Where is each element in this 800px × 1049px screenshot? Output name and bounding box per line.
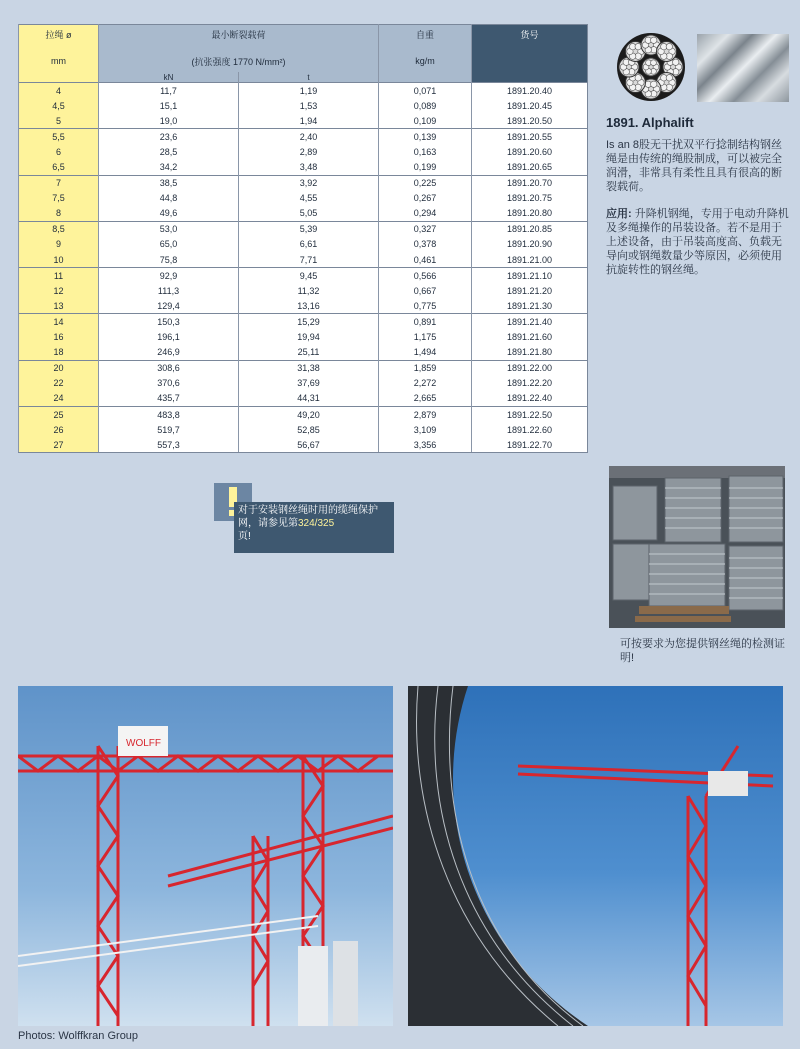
- tower-cranes-photo: [18, 686, 393, 1026]
- table-row: [19, 129, 588, 145]
- rope-diameter-cell: 22: [19, 376, 99, 391]
- tensile-strength-note: (抗张强度 1770 N/mm²): [99, 50, 379, 72]
- weight-cell: 0,294: [379, 206, 472, 222]
- breaking-load-t-cell: 2,89: [239, 144, 379, 159]
- weight-cell: 0,109: [379, 113, 472, 129]
- breaking-load-t-cell: 13,16: [239, 298, 379, 314]
- weight-cell: 0,225: [379, 175, 472, 191]
- table-row: [19, 437, 588, 453]
- breaking-load-t-cell: 5,39: [239, 221, 379, 237]
- part-number-cell: 1891.22.60: [472, 422, 588, 437]
- breaking-load-t-cell: 1,19: [239, 83, 379, 99]
- breaking-load-t-cell: 44,31: [239, 391, 379, 407]
- notice-text: 对于安装钢丝绳时用的缆绳保护网，请参见第: [238, 505, 378, 529]
- table-row: [19, 330, 588, 345]
- breaking-load-kn-cell: 370,6: [99, 376, 239, 391]
- table-row: [19, 298, 588, 314]
- table-row: [19, 83, 588, 99]
- part-number-cell: 1891.22.70: [472, 437, 588, 453]
- breaking-load-t-cell: 25,11: [239, 345, 379, 361]
- rope-diameter-cell: 4: [19, 83, 99, 99]
- breaking-load-kn-cell: 49,6: [99, 206, 239, 222]
- part-number-header: 货号: [472, 25, 588, 83]
- rope-diameter-cell: 10: [19, 252, 99, 268]
- part-number-cell: 1891.20.85: [472, 221, 588, 237]
- part-number-cell: 1891.20.80: [472, 206, 588, 222]
- breaking-load-t-cell: 31,38: [239, 360, 379, 376]
- weight-cell: 3,356: [379, 437, 472, 453]
- breaking-load-t-cell: 49,20: [239, 406, 379, 422]
- breaking-load-kn-cell: 483,8: [99, 406, 239, 422]
- table-row: [19, 360, 588, 376]
- product-application: [606, 207, 790, 277]
- breaking-load-kn-cell: 65,0: [99, 237, 239, 252]
- breaking-load-kn-cell: 75,8: [99, 252, 239, 268]
- weight-cell: 0,139: [379, 129, 472, 145]
- part-number-cell: 1891.22.50: [472, 406, 588, 422]
- rope-diameter-cell: 14: [19, 314, 99, 330]
- table-row: [19, 391, 588, 407]
- photo-credit: Photos: Wolffkran Group: [18, 1030, 139, 1042]
- weight-unit: kg/m: [379, 50, 472, 72]
- weight-spacer: [379, 72, 472, 83]
- table-row: [19, 237, 588, 252]
- weight-cell: 0,461: [379, 252, 472, 268]
- table-row: [19, 314, 588, 330]
- breaking-load-t-cell: 5,05: [239, 206, 379, 222]
- breaking-load-t-cell: 9,45: [239, 268, 379, 284]
- certificate-note: 可按要求为您提供钢丝绳的检测证明!: [620, 638, 785, 664]
- weight-cell: 3,109: [379, 422, 472, 437]
- weight-cell: 0,891: [379, 314, 472, 330]
- part-number-cell: 1891.21.30: [472, 298, 588, 314]
- breaking-load-t-cell: 56,67: [239, 437, 379, 453]
- table-row: [19, 252, 588, 268]
- weight-cell: 1,859: [379, 360, 472, 376]
- rope-diameter-cell: 24: [19, 391, 99, 407]
- product-description: Is an 8股无干扰双平行捻制结构钢丝绳是由传统的绳股制成，可以被完全润滑，非常具有柔性且具有很高的断裂载荷。: [606, 139, 783, 193]
- protection-net-notice: [214, 483, 394, 553]
- table-row: [19, 98, 588, 113]
- table-row: [19, 283, 588, 298]
- breaking-load-kn-cell: 44,8: [99, 191, 239, 206]
- breaking-load-kn-cell: 11,7: [99, 83, 239, 99]
- breaking-load-kn-cell: 92,9: [99, 268, 239, 284]
- breaking-load-kn-cell: 53,0: [99, 221, 239, 237]
- rope-diameter-cell: 13: [19, 298, 99, 314]
- part-number-cell: 1891.22.40: [472, 391, 588, 407]
- application-label: 应用:: [606, 208, 632, 220]
- breaking-load-header: 最小断裂载荷: [99, 25, 379, 51]
- breaking-load-kn-cell: 308,6: [99, 360, 239, 376]
- weight-cell: 0,667: [379, 283, 472, 298]
- table-row: [19, 191, 588, 206]
- rope-diameter-cell: 4,5: [19, 98, 99, 113]
- table-row: [19, 221, 588, 237]
- weight-cell: 0,775: [379, 298, 472, 314]
- part-number-cell: 1891.20.45: [472, 98, 588, 113]
- weight-cell: 1,494: [379, 345, 472, 361]
- rope-diameter-cell: 11: [19, 268, 99, 284]
- part-number-cell: 1891.21.00: [472, 252, 588, 268]
- breaking-load-kn-cell: 38,5: [99, 175, 239, 191]
- rope-diameter-cell: 25: [19, 406, 99, 422]
- rope-spec-rows: [19, 83, 588, 453]
- rope-diameter-cell: 7: [19, 175, 99, 191]
- weight-cell: 2,879: [379, 406, 472, 422]
- part-number-cell: 1891.20.65: [472, 159, 588, 175]
- rope-diameter-cell: 8,5: [19, 221, 99, 237]
- breaking-load-kn-cell: 196,1: [99, 330, 239, 345]
- breaking-load-kn-cell: 19,0: [99, 113, 239, 129]
- rope-cross-section-icon: [612, 30, 690, 105]
- notice-suffix: 页!: [238, 531, 251, 542]
- breaking-load-kn-cell: 34,2: [99, 159, 239, 175]
- table-row: [19, 113, 588, 129]
- part-number-cell: 1891.20.75: [472, 191, 588, 206]
- rope-diameter-cell: 5,5: [19, 129, 99, 145]
- table-row: [19, 422, 588, 437]
- part-number-cell: 1891.21.80: [472, 345, 588, 361]
- weight-cell: 0,089: [379, 98, 472, 113]
- table-row: [19, 144, 588, 159]
- weight-cell: 0,566: [379, 268, 472, 284]
- rope-spec-table: [18, 24, 588, 453]
- breaking-load-t-cell: 1,94: [239, 113, 379, 129]
- part-number-cell: 1891.20.60: [472, 144, 588, 159]
- table-row: [19, 159, 588, 175]
- breaking-load-t-cell: 3,48: [239, 159, 379, 175]
- breaking-load-t-cell: 11,32: [239, 283, 379, 298]
- rope-diameter-cell: 16: [19, 330, 99, 345]
- rope-diameter-cell: 6: [19, 144, 99, 159]
- part-number-cell: 1891.22.00: [472, 360, 588, 376]
- part-number-cell: 1891.21.40: [472, 314, 588, 330]
- breaking-load-t-cell: 3,92: [239, 175, 379, 191]
- part-number-cell: 1891.21.60: [472, 330, 588, 345]
- t-unit-header: t: [239, 72, 379, 83]
- rope-diameter-cell: 18: [19, 345, 99, 361]
- breaking-load-kn-cell: 246,9: [99, 345, 239, 361]
- breaking-load-kn-cell: 129,4: [99, 298, 239, 314]
- breaking-load-kn-cell: 519,7: [99, 422, 239, 437]
- notice-pages: 324/325: [298, 518, 335, 529]
- part-number-cell: 1891.22.20: [472, 376, 588, 391]
- part-number-cell: 1891.20.40: [472, 83, 588, 99]
- weight-cell: 0,163: [379, 144, 472, 159]
- weight-cell: 2,272: [379, 376, 472, 391]
- breaking-load-kn-cell: 435,7: [99, 391, 239, 407]
- breaking-load-kn-cell: 23,6: [99, 129, 239, 145]
- breaking-load-t-cell: 19,94: [239, 330, 379, 345]
- weight-cell: 0,327: [379, 221, 472, 237]
- rope-closeup-photo: [697, 34, 789, 102]
- breaking-load-kn-cell: 557,3: [99, 437, 239, 453]
- breaking-load-t-cell: 15,29: [239, 314, 379, 330]
- breaking-load-kn-cell: 28,5: [99, 144, 239, 159]
- crane-brand-label: WOLFF: [126, 738, 161, 749]
- table-row: [19, 376, 588, 391]
- rope-diameter-spacer: [19, 72, 99, 83]
- kn-unit-header: kN: [99, 72, 239, 83]
- weight-cell: 0,071: [379, 83, 472, 99]
- part-number-cell: 1891.20.50: [472, 113, 588, 129]
- rope-diameter-unit: mm: [19, 50, 99, 72]
- weight-cell: 0,267: [379, 191, 472, 206]
- breaking-load-kn-cell: 15,1: [99, 98, 239, 113]
- breaking-load-kn-cell: 111,3: [99, 283, 239, 298]
- crane-cooling-tower-photo: [408, 686, 783, 1026]
- table-row: [19, 175, 588, 191]
- part-number-cell: 1891.20.90: [472, 237, 588, 252]
- application-text: 升降机钢绳，专用于电动升降机及多绳操作的吊装设备。若不是用于上述设备，由于吊装高度高、负载无导向或钢绳数量少等原因，必须使用抗旋转性的钢丝绳。: [606, 208, 789, 276]
- rope-diameter-cell: 26: [19, 422, 99, 437]
- breaking-load-t-cell: 4,55: [239, 191, 379, 206]
- notice-box: [234, 502, 394, 553]
- table-row: [19, 268, 588, 284]
- table-row: [19, 345, 588, 361]
- rope-diameter-cell: 27: [19, 437, 99, 453]
- rope-diameter-cell: 7,5: [19, 191, 99, 206]
- breaking-load-t-cell: 52,85: [239, 422, 379, 437]
- rope-diameter-cell: 9: [19, 237, 99, 252]
- rope-diameter-cell: 5: [19, 113, 99, 129]
- part-number-cell: 1891.20.70: [472, 175, 588, 191]
- weight-cell: 0,199: [379, 159, 472, 175]
- part-number-cell: 1891.20.55: [472, 129, 588, 145]
- cable-spools-photo: [609, 466, 785, 628]
- rope-diameter-cell: 12: [19, 283, 99, 298]
- table-row: [19, 406, 588, 422]
- part-number-cell: 1891.21.20: [472, 283, 588, 298]
- table-row: [19, 206, 588, 222]
- breaking-load-t-cell: 37,69: [239, 376, 379, 391]
- rope-diameter-cell: 6,5: [19, 159, 99, 175]
- breaking-load-kn-cell: 150,3: [99, 314, 239, 330]
- weight-cell: 2,665: [379, 391, 472, 407]
- breaking-load-t-cell: 7,71: [239, 252, 379, 268]
- rope-diameter-header: 拉绳 ø: [19, 25, 99, 51]
- rope-diameter-cell: 20: [19, 360, 99, 376]
- product-title: 1891. Alphalift: [606, 115, 694, 130]
- rope-diameter-cell: 8: [19, 206, 99, 222]
- weight-cell: 0,378: [379, 237, 472, 252]
- part-number-cell: 1891.21.10: [472, 268, 588, 284]
- weight-cell: 1,175: [379, 330, 472, 345]
- breaking-load-t-cell: 1,53: [239, 98, 379, 113]
- breaking-load-t-cell: 6,61: [239, 237, 379, 252]
- weight-header: 自重: [379, 25, 472, 51]
- breaking-load-t-cell: 2,40: [239, 129, 379, 145]
